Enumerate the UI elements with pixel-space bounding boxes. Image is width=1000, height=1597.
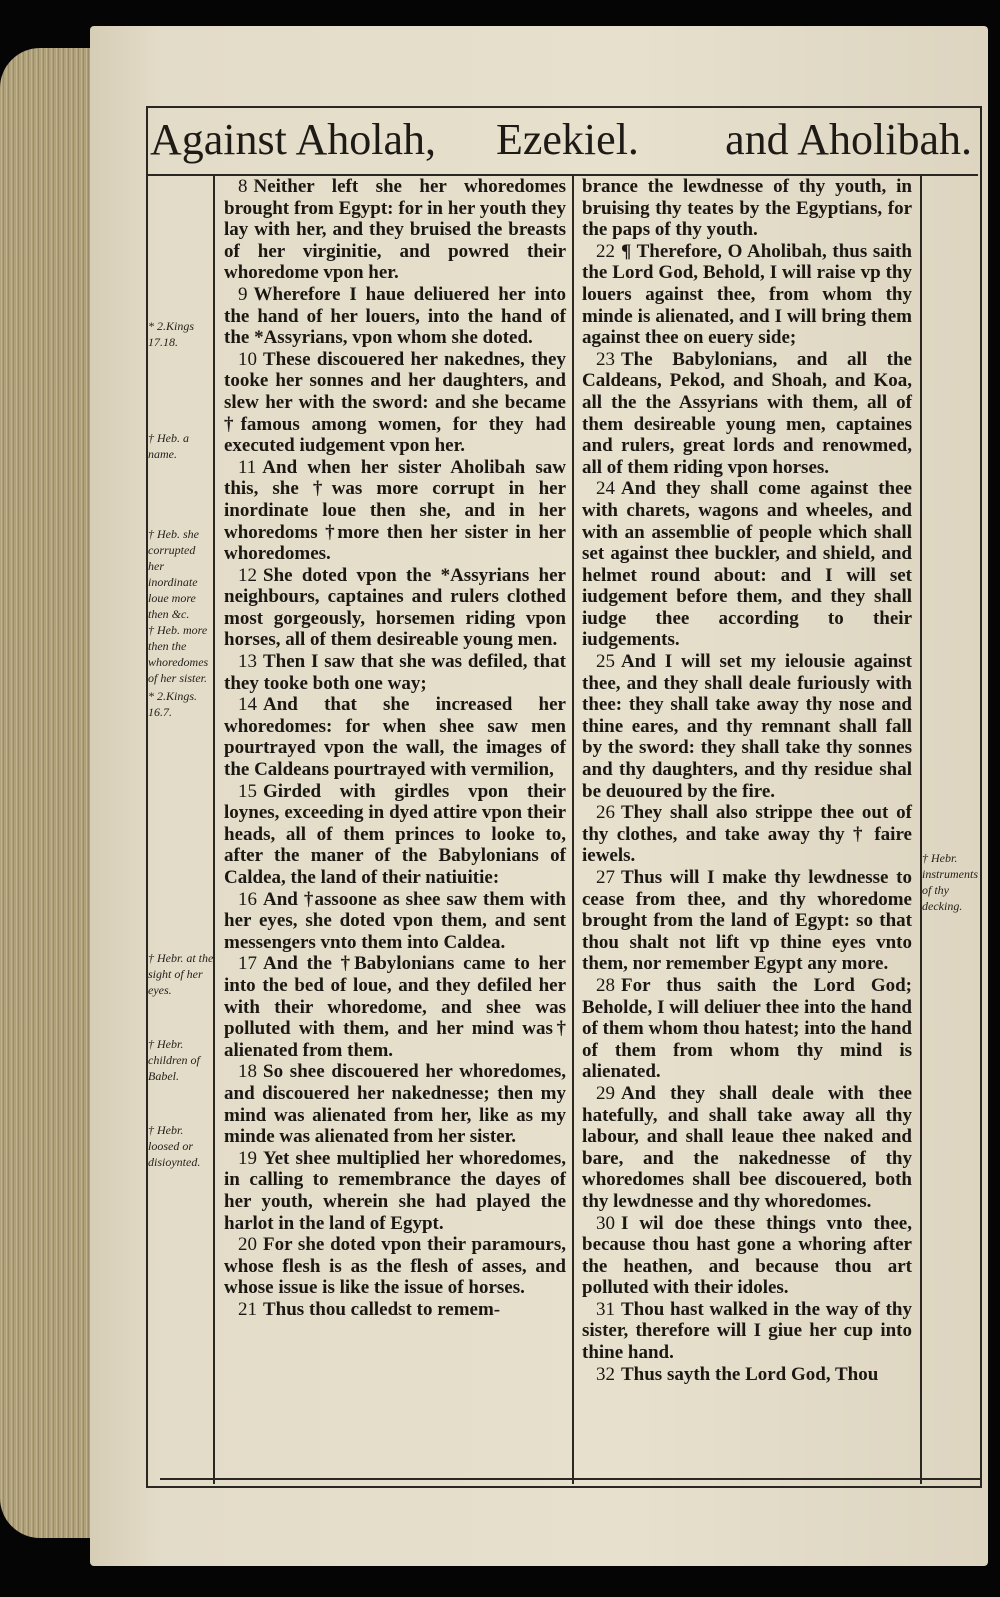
verse-text: And that she increased her whoredomes: for when shee saw men pourtrayed vpon the wall, the images of the Caldeans pourtrayed with vermilion, [224,694,566,781]
column-rule-right [920,174,922,1484]
margin-note: † Hebr. at the sight of her eyes. [148,951,214,997]
header-right: and Aholibah. [725,115,972,164]
verse [224,889,566,954]
verse-text: She doted vpon the *Assyrians her neighbours, captaines and rulers clothed most gorgeously, horsemen riding vpon horses, all of them desireable young men. [224,564,566,651]
running-header [146,106,978,176]
verse-number: 19 [238,1147,257,1169]
margin-note: † Hebr. instruments of thy decking. [922,851,979,913]
verse [224,694,566,780]
verse-text: Thus sayth the Lord God, Thou [621,1363,879,1385]
verse-number: 29 [596,1082,615,1104]
verse [582,802,912,867]
verse-number: 32 [596,1363,615,1385]
verse-text: Girded with girdles vpon their loynes, exceeding in dyed attire vpon their heads, all of them princes to looke to, after the maner of the Babylonians of Caldea, the land of their natiuitie: [224,780,566,888]
verse-number: 10 [238,348,257,370]
verse-text: And they shall come against thee with charets, wagons and wheeles, and with an assemblie of people which shall set against thee buckler, and shield, and helmet round about: and I will set iudgement before them, and they shall iudge thee according to their iudgements. [582,478,912,651]
verse [582,241,912,349]
verse-text: For she doted vpon their paramours, whose flesh is as the flesh of asses, and whose issue is like the issue of horses. [224,1234,566,1299]
verse-text: And the †Babylonians came to her into the bed of loue, and they defiled her with their whoredome, and shee was polluted with them, and her mind was† alienated from them. [224,953,566,1061]
bottom-rule [160,1478,980,1480]
verse-text: Neither left she her whoredomes brought from Egypt: for in her youth they lay with her, and they bruised the breasts of her virginitie, and powred their whoredome vpon her. [224,176,566,284]
verse-text: For thus saith the Lord God; Beholde, I will deliuer thee into the hand of them whom thou hatest; into the hand of them from whom thy mind is alienated. [582,974,912,1083]
verse [582,975,912,1083]
verse-number: 28 [596,974,615,996]
verse-text: They shall also strippe thee out of thy clothes, and take away thy † faire iewels. [582,802,912,867]
margin-note: † Heb. more then the whoredomes of her sister. [148,623,209,685]
verse [582,867,912,975]
verse-text: I wil doe these things vnto thee, because thou hast gone a whoring after the heathen, and because thou art polluted with their idoles. [582,1212,912,1299]
verse [224,953,566,1061]
verse [224,1299,566,1321]
verse-number: 17 [238,953,257,975]
verse-text: And they shall deale with thee hatefully, and shall take away all thy labour, and shall leaue thee naked and bare, and the nakednesse of thy whoredomes shall bee discouered, both thy lewdnesse and thy whoredomes. [582,1082,912,1212]
verse [582,1083,912,1213]
verse-number: 20 [238,1234,257,1256]
verse-text: So shee discouered her whoredomes, and discouered her nakednesse; then my mind was alienated from her, like as my minde was alienated from her sister. [224,1061,566,1148]
verse-text: Thou hast walked in the way of thy sister, therefore will I giue her cup into thine hand. [582,1298,912,1364]
verse-number: 18 [238,1061,257,1083]
verse-number: 30 [596,1212,615,1234]
verse-text: Thus thou calledst to remem- [263,1298,501,1320]
verse-number: 9 [238,283,248,305]
verse-number: 25 [596,651,615,673]
verse-text: Then I saw that she was defiled, that they tooke both one way; [224,651,566,694]
verse [224,1234,566,1299]
verse-number: 24 [596,478,615,500]
text-column-left [224,176,566,1320]
text-column-right [582,176,912,1385]
verse-text: And †assoone as shee saw them with her eyes, she doted vpon them, and sent messengers vnto them into Caldea. [224,888,566,953]
verse [224,1148,566,1234]
verse [224,457,566,565]
verse [224,651,566,694]
margin-note: * 2.Kings. 16.7. [148,689,198,719]
verse [224,284,566,349]
verse [582,651,912,802]
verse-number: 21 [238,1298,257,1320]
verse-number: 15 [238,780,257,802]
verse-number: 12 [238,564,257,586]
margin-note: † Hebr. loosed or disioynted. [148,1123,201,1169]
verse-number: 27 [596,867,615,888]
verse [224,781,566,889]
verse [224,1061,566,1147]
verse-number: 23 [596,348,615,370]
verse [224,349,566,457]
verse-number: 14 [238,694,257,716]
verse-text: ¶ Therefore, O Aholibah, thus saith the Lord God, Behold, I will raise vp thy louers against thee, from whom thy minde is alienated, and I will bring them against thee on euery side; [582,240,912,349]
book-title: Ezekiel. [496,115,639,164]
verse [582,1364,912,1386]
verse-number: 26 [596,802,615,824]
verse-text: Wherefore I haue deliuered her into the hand of her louers, into the hand of the *Assyrians, vpon whom she doted. [224,283,566,349]
margin-note: † Heb. a name. [148,431,189,461]
verse-text: Yet shee multiplied her whoredomes, in calling to remembrance the dayes of her youth, wherein she had played the harlot in the land of Egypt. [224,1147,566,1234]
verse-text: The Babylonians, and all the Caldeans, Pekod, and Shoah, and Koa, all the the Assyrians with them, all of them desireable young men, captaines and rulers, great lords and renowmed, all of them riding vpon horses. [582,348,912,478]
verse-number: 31 [596,1298,615,1320]
verse-number: 11 [238,456,257,478]
verse-text: Thus will I make thy lewdnesse to cease from thee, and thy whoredome brought from the land of Egypt: so that thou shalt not lift vp thine eyes vnto them, nor remember Egypt any more. [582,867,912,975]
verse [582,1213,912,1299]
verse-number: 8 [238,176,248,197]
verse [582,478,912,651]
verse-number: 13 [238,651,257,673]
header-left: Against Aholah, [150,115,436,164]
column-rule-left [213,174,215,1484]
verse-continuation [582,176,912,241]
margin-note: † Heb. she corrupted her inordinate loue more then &c. [148,527,199,621]
column-rule-middle [572,174,574,1484]
verse-number: 16 [238,888,257,910]
verse [224,176,566,284]
verse [582,1299,912,1364]
margin-note: * 2.Kings 17.18. [148,319,195,349]
verse-text: These discouered her nakednes, they tooke her sonnes and her daughters, and slew her with the sword: and she became †famous among women, for they had executed iudgement vpon her. [224,348,566,457]
verse-text: And I will set my ielousie against thee, and they shall deale furiously with thee: they shall take away thy nose and thine eares, and thy remnant shall fall by the sword: they shall take thy sonnes and thy daughters, and thy residue shal be deuoured by the fire. [582,651,912,802]
verse-number: 22 [596,240,615,262]
verse [582,349,912,479]
margin-note: † Hebr. children of Babel. [148,1037,200,1083]
verse-text: brance the lewdnesse of thy youth, in bruising thy teates by the Egyptians, for the paps of thy youth. [582,176,912,241]
verse-text: And when her sister Aholibah saw this, she †was more corrupt in her inordinate loue then she, and in her whoredoms †more then her sister in her whoredomes. [224,456,566,565]
verse [224,565,566,651]
